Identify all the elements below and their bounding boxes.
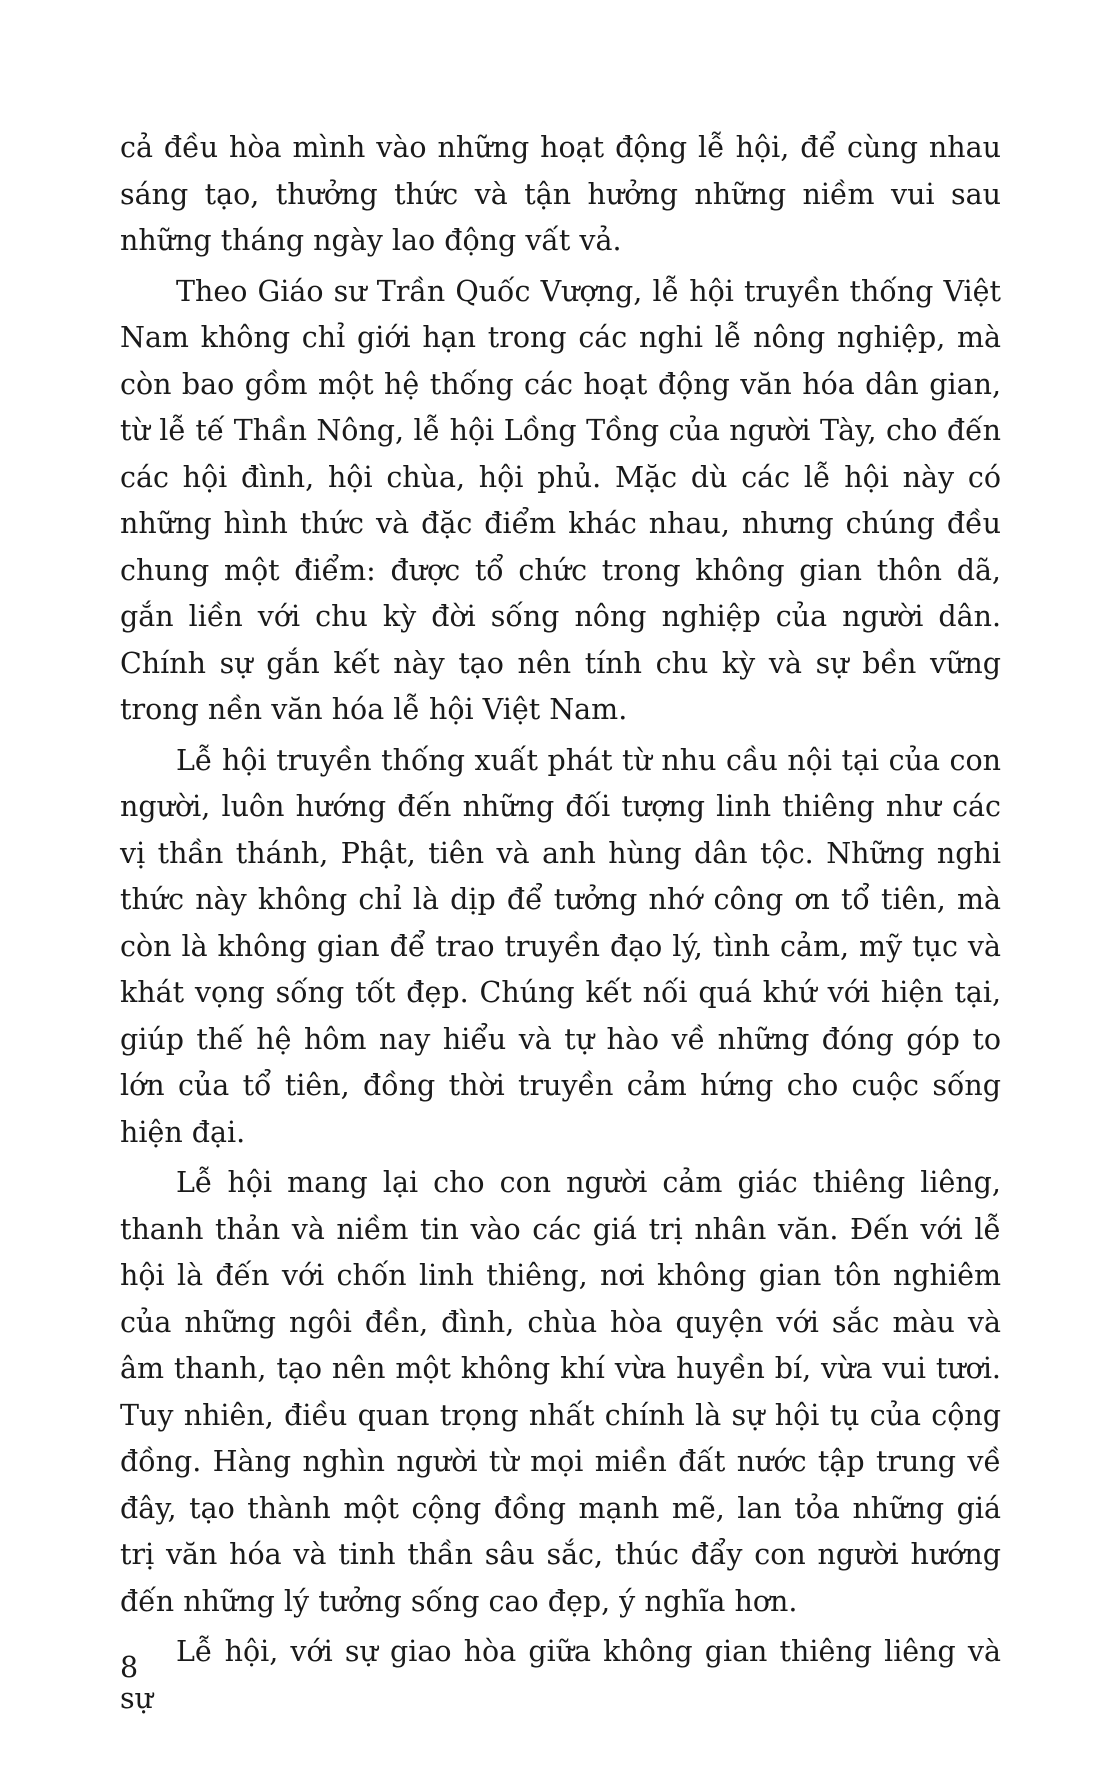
paragraph-2: Theo Giáo sư Trần Quốc Vượng, lễ hội truyền thống Việt Nam không chỉ giới hạn trong các nghi lễ nông nghiệp, mà còn bao gồm một hệ thống các hoạt động văn hóa dân gian, từ lễ tế Thần Nông, lễ hội Lồng Tồng của người Tày, cho đến các hội đình, hội chùa, hội phủ. Mặc dù các lễ hội này có những hình thức và đặc điểm khác nhau, nhưng chúng đều chung một điểm: được tổ chức trong không gian thôn dã, gắn liền với chu kỳ đời sống nông nghiệp của người dân. Chính sự gắn kết này tạo nên tính chu kỳ và sự bền vững trong nền văn hóa lễ hội Việt Nam.: [120, 274, 1001, 726]
paragraph-4: Lễ hội mang lại cho con người cảm giác thiêng liêng, thanh thản và niềm tin vào các giá trị nhân văn. Đến với lễ hội là đến với chốn linh thiêng, nơi không gian tôn nghiêm của những ngôi đền, đình, chùa hòa quyện với sắc màu và âm thanh, tạo nên một không khí vừa huyền bí, vừa vui tươi. Tuy nhiên, điều quan trọng nhất chính là sự hội tụ của cộng đồng. Hàng nghìn người từ mọi miền đất nước tập trung về đây, tạo thành một cộng đồng mạnh mẽ, lan tỏa những giá trị văn hóa và tinh thần sâu sắc, thúc đẩy con người hướng đến những lý tưởng sống cao đẹp, ý nghĩa hơn.: [120, 1166, 1001, 1618]
paragraph-5: Lễ hội, với sự giao hòa giữa không gian thiêng liêng và sự: [120, 1635, 1001, 1715]
body-text: [120, 125, 1001, 1726]
page-number: 8: [120, 1651, 139, 1684]
paragraph-3: Lễ hội truyền thống xuất phát từ nhu cầu nội tại của con người, luôn hướng đến những đối tượng linh thiêng như các vị thần thánh, Phật, tiên và anh hùng dân tộc. Những nghi thức này không chỉ là dịp để tưởng nhớ công ơn tổ tiên, mà còn là không gian để trao truyền đạo lý, tình cảm, mỹ tục và khát vọng sống tốt đẹp. Chúng kết nối quá khứ với hiện tại, giúp thế hệ hôm nay hiểu và tự hào về những đóng góp to lớn của tổ tiên, đồng thời truyền cảm hứng cho cuộc sống hiện đại.: [120, 743, 1001, 1149]
paragraph-1: cả đều hòa mình vào những hoạt động lễ hội, để cùng nhau sáng tạo, thưởng thức và tận hưởng những niềm vui sau những tháng ngày lao động vất vả.: [120, 131, 1001, 257]
